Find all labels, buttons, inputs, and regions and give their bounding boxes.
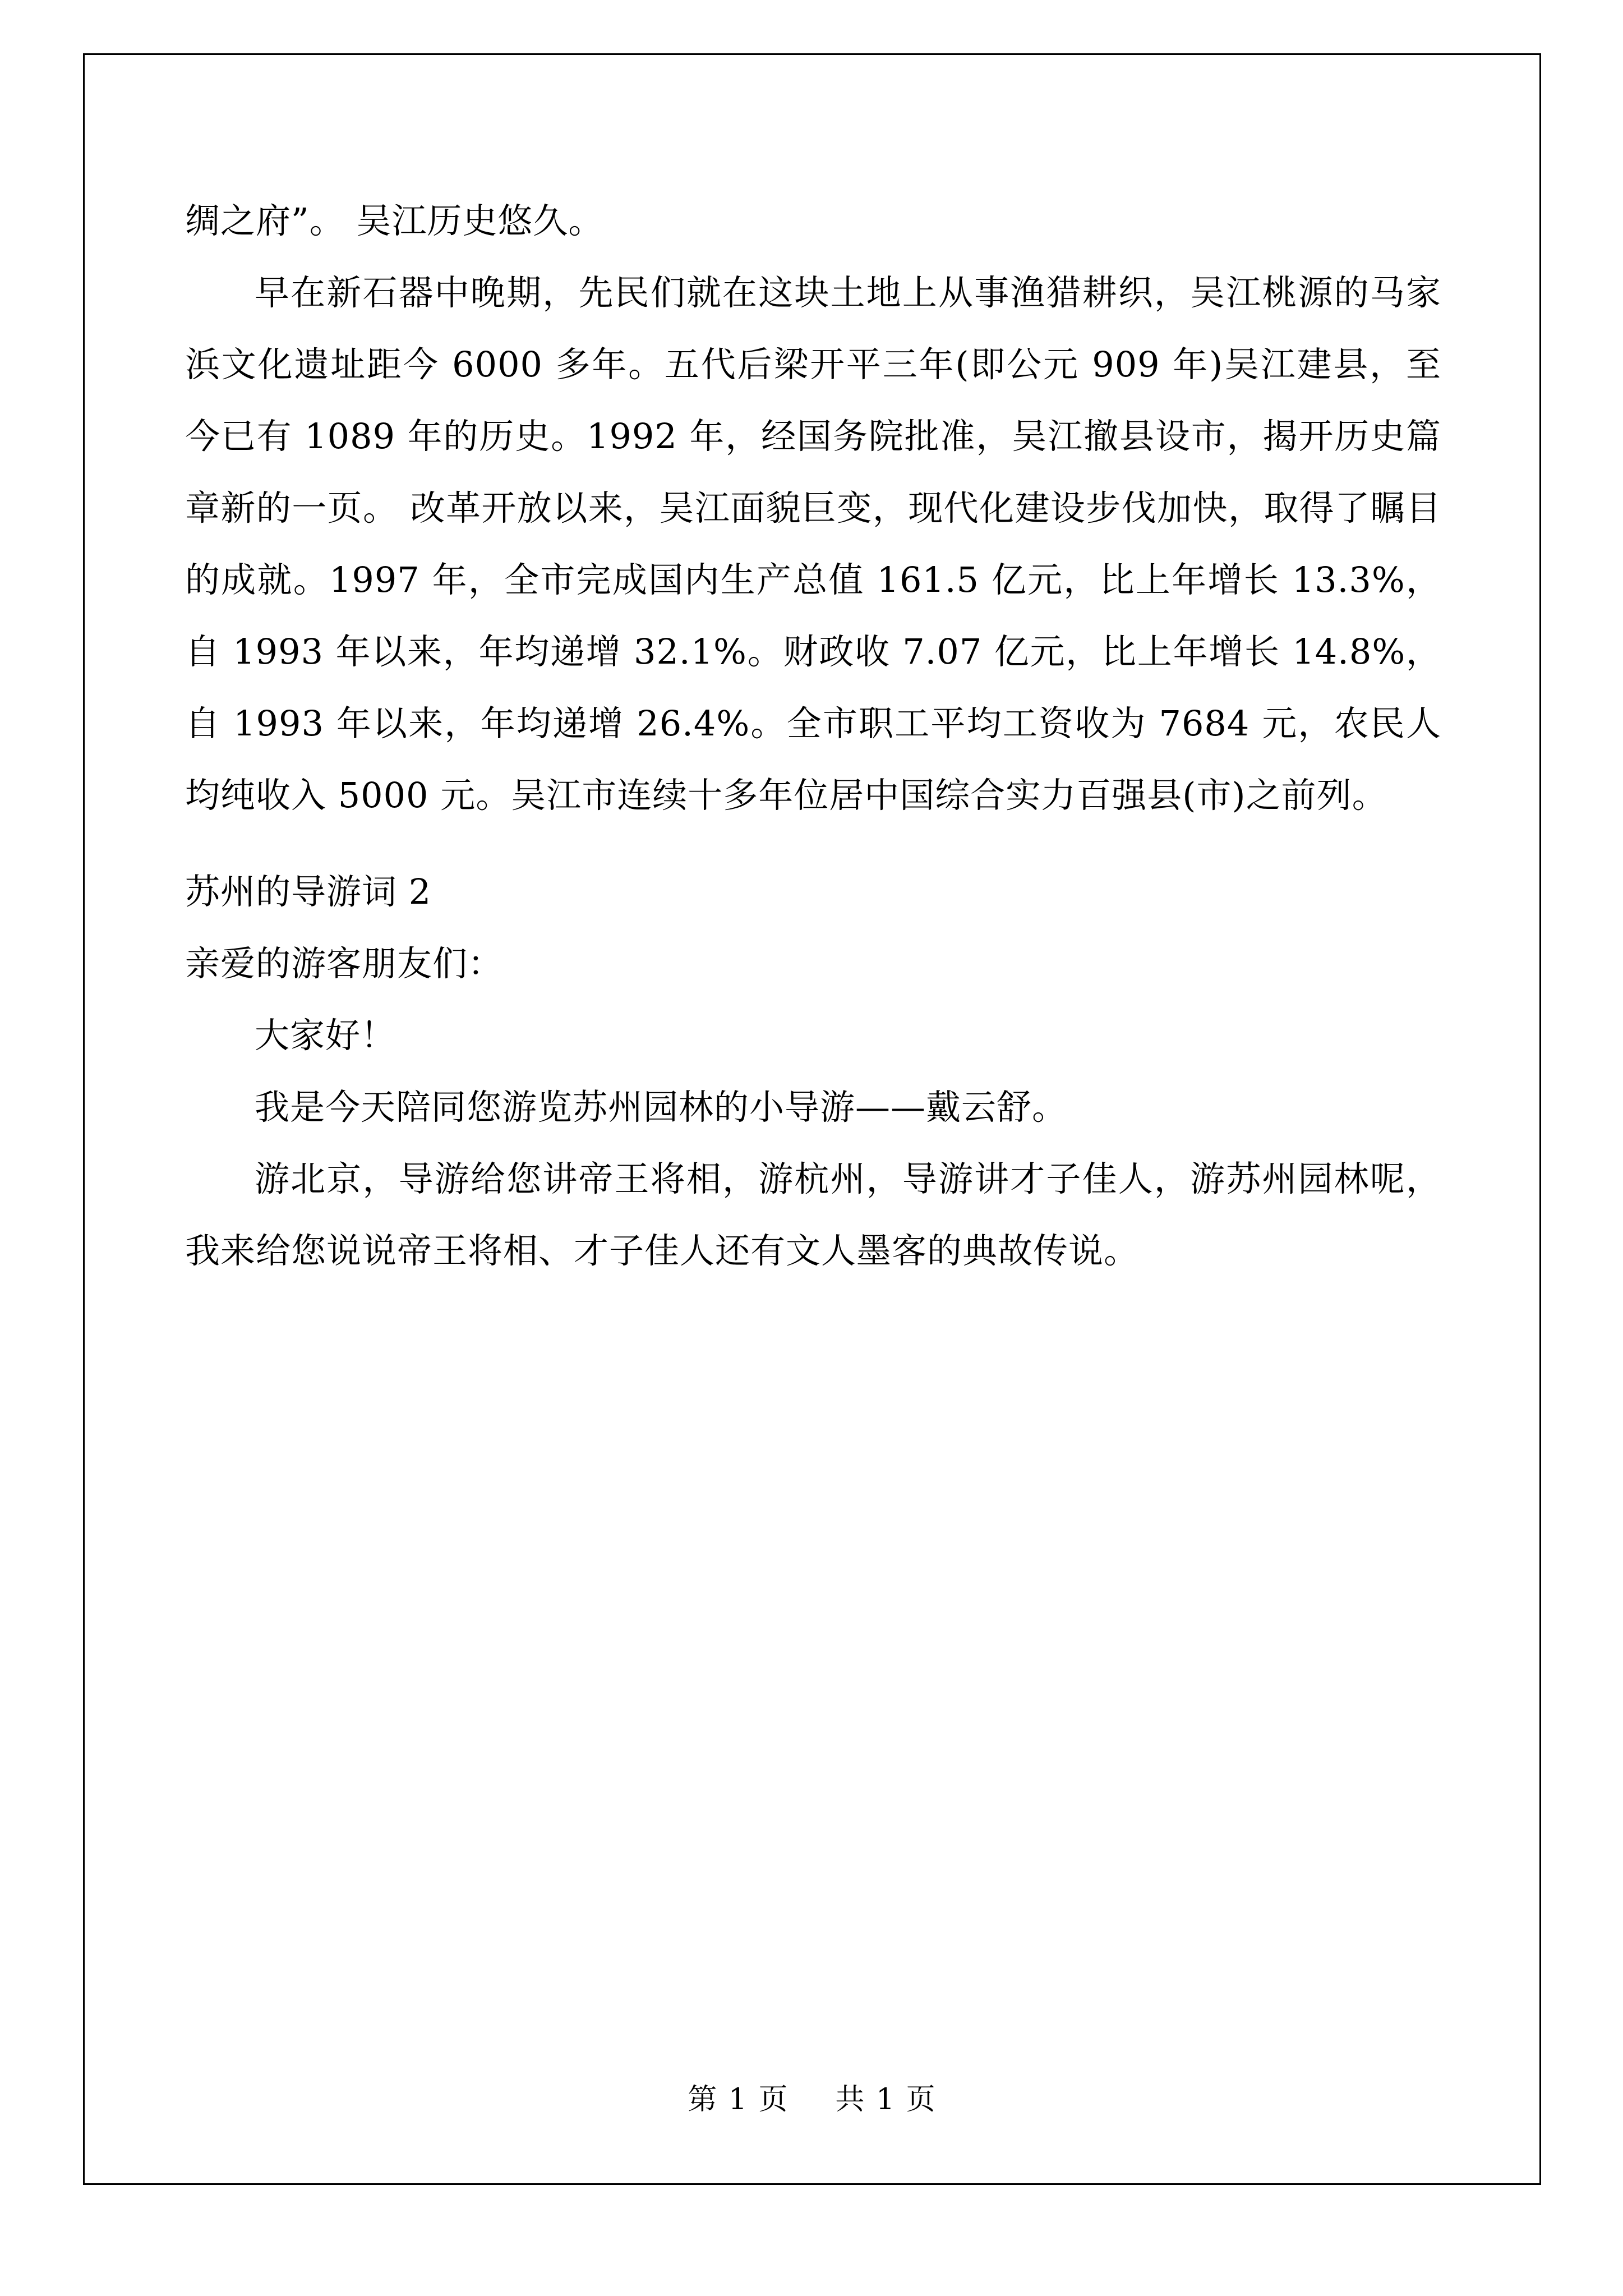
document-body [185,185,1441,1287]
footer-total-pages: 共 1 页 [835,2083,937,2116]
paragraph-tour-intro: 游北京，导游给您讲帝王将相，游杭州，导游讲才子佳人，游苏州园林呢，我来给您说说帝王将相、才子佳人还有文人墨客的典故传说。 [185,1158,1441,1271]
paragraph-self-intro: 我是今天陪同您游览苏州园林的小导游——戴云舒。 [255,1087,1068,1128]
page-footer [83,2076,1541,2118]
paragraph-silk-continuation: 绸之府”。 吴江历史悠久。 [185,200,604,241]
paragraph-section-heading: 苏州的导游词 2 [185,871,432,912]
paragraph-history: 早在新石器中晚期，先民们就在这块土地上从事渔猎耕织，吴江桃源的马家浜文化遗址距今 6000 多年。五代后梁开平三年(即公元 909 年)吴江建县，至今已有 1089 年的历史。1992 年，经国务院批准，吴江撤县设市，揭开历史篇章新的一页。 改革开放以来，吴江面貌巨变，现代化建设步伐加快，取得了瞩目的成就。1997 年，全市完成国内生产总值 161.5 亿元，比上年增长 13.3%，自 1993 年以来，年均递增 32.1%。财政收 7.07 亿元，比上年增长 14.8%，自 1993 年以来，年均递增 26.4%。全市职工平均工资收为 7684 元，农民人均纯收入 5000 元。吴江市连续十多年位居中国综合实力百强县(市)之前列。 [185,272,1441,816]
paragraph-salutation: 亲爱的游客朋友们： [185,943,504,984]
footer-current-page: 第 1 页 [688,2083,789,2116]
paragraph-greeting: 大家好！ [255,1015,396,1056]
